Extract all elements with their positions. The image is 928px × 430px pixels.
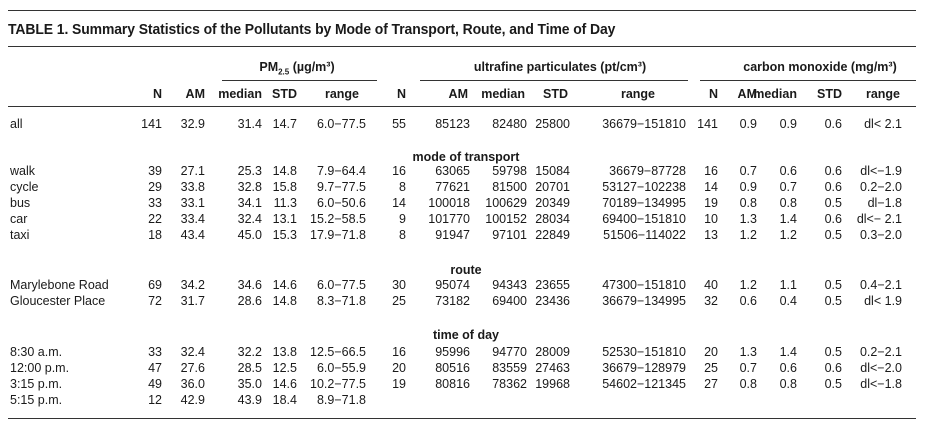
- table-cell: 0.5: [824, 196, 842, 210]
- table-cell: 0.6: [779, 164, 797, 178]
- table-cell: 34.6: [237, 278, 262, 292]
- table-cell: 33: [148, 345, 162, 359]
- table-cell: 94770: [492, 345, 527, 359]
- column-header: N: [152, 87, 162, 101]
- column-header: STD: [272, 87, 297, 101]
- table-cell: 16: [704, 164, 718, 178]
- table-cell: 18: [148, 228, 162, 242]
- table-cell: 141: [697, 117, 718, 131]
- table-cell: 31.7: [180, 294, 205, 308]
- table-cell: 0.8: [779, 196, 797, 210]
- table-cell: 52530−151810: [602, 345, 686, 359]
- table-cell: 0.7: [779, 180, 797, 194]
- table-cell: 1.1: [779, 278, 797, 292]
- row-label: Marylebone Road: [10, 278, 109, 292]
- table-row-cycle: [0, 180, 928, 195]
- table-cell: 72: [148, 294, 162, 308]
- table-cell: 83559: [492, 361, 527, 375]
- group-rule-pm25: [222, 80, 377, 81]
- table-cell: 27.1: [180, 164, 205, 178]
- column-header: range: [324, 87, 359, 101]
- table-row-t1515: [0, 377, 928, 392]
- table-cell: 47300−151810: [602, 278, 686, 292]
- table-cell: 27463: [535, 361, 570, 375]
- top-rule: [8, 10, 916, 11]
- table-cell: 70189−134995: [602, 196, 686, 210]
- table-cell: 29: [148, 180, 162, 194]
- table-cell: 28009: [535, 345, 570, 359]
- group-rule-co: [700, 80, 916, 81]
- table-cell: 69400: [492, 294, 527, 308]
- table-cell: 55: [392, 117, 406, 131]
- group-header-co: carbon monoxide (mg/m³): [743, 60, 897, 74]
- table-cell: 13: [704, 228, 718, 242]
- table-cell: 1.2: [739, 278, 757, 292]
- table-cell: 0.5: [824, 345, 842, 359]
- column-header: range: [620, 87, 655, 101]
- column-header: AM: [448, 87, 468, 101]
- table-cell: 0.4−2.1: [859, 278, 902, 292]
- table-cell: 0.6: [739, 294, 757, 308]
- table-cell: 33: [148, 196, 162, 210]
- table-cell: 13.8: [272, 345, 297, 359]
- row-label: 8:30 a.m.: [10, 345, 63, 359]
- table-cell: 32.4: [237, 212, 262, 226]
- bottom-rule: [8, 418, 916, 419]
- table-cell: 1.3: [739, 345, 757, 359]
- table-cell: 30: [392, 278, 406, 292]
- row-label: bus: [10, 196, 31, 210]
- table-cell: 59798: [492, 164, 527, 178]
- table-cell: 32.8: [237, 180, 262, 194]
- table-cell: 49: [148, 377, 162, 391]
- table-cell: 40: [704, 278, 718, 292]
- table-cell: 20701: [535, 180, 570, 194]
- table-cell: 77621: [435, 180, 470, 194]
- pm-name: PM: [259, 60, 279, 74]
- table-cell: 12.5: [272, 361, 297, 375]
- table-cell: 9.7−77.5: [316, 180, 366, 194]
- table-cell: 43.9: [237, 393, 262, 407]
- table-cell: 95996: [435, 345, 470, 359]
- table-cell: 14: [704, 180, 718, 194]
- table-cell: 80516: [435, 361, 470, 375]
- table-cell: 33.8: [180, 180, 205, 194]
- column-header: N: [708, 87, 718, 101]
- group-rule-ufp: [420, 80, 688, 81]
- table-cell: 0.8: [739, 196, 757, 210]
- table-cell: 16: [392, 164, 406, 178]
- table-cell: 85123: [435, 117, 470, 131]
- table-cell: 32.9: [180, 117, 205, 131]
- table-row-marylebone: [0, 278, 928, 293]
- table-cell: 14: [392, 196, 406, 210]
- table-row-car: [0, 212, 928, 227]
- row-label: 3:15 p.m.: [10, 377, 63, 391]
- table-cell: dl<−1.9: [860, 164, 902, 178]
- row-label: 5:15 p.m.: [10, 393, 63, 407]
- table-cell: 53127−102238: [602, 180, 686, 194]
- section-label: mode of transport: [412, 150, 520, 164]
- table-cell: 13.1: [272, 212, 297, 226]
- column-header: N: [396, 87, 406, 101]
- table-cell: 0.8: [779, 377, 797, 391]
- table-cell: 78362: [492, 377, 527, 391]
- row-label: car: [10, 212, 28, 226]
- table-title: TABLE 1. Summary Statistics of the Pollutants by Mode of Transport, Route, and Time of Day: [8, 21, 616, 38]
- table-cell: 32: [704, 294, 718, 308]
- table-cell: 0.6: [779, 361, 797, 375]
- table-cell: 0.6: [824, 164, 842, 178]
- table-cell: 23655: [535, 278, 570, 292]
- table-cell: 6.0−77.5: [316, 117, 366, 131]
- table-cell: 0.2−2.1: [859, 345, 902, 359]
- table-cell: 6.0−77.5: [316, 278, 366, 292]
- table-row-t0830: [0, 345, 928, 360]
- table-cell: 10.2−77.5: [310, 377, 366, 391]
- table-cell: 0.6: [824, 117, 842, 131]
- table-cell: 47: [148, 361, 162, 375]
- table-cell: 73182: [435, 294, 470, 308]
- table-row-t1200: [0, 361, 928, 376]
- column-header: STD: [543, 87, 568, 101]
- table-cell: 12: [148, 393, 162, 407]
- pm-subscript: 2.5: [278, 67, 290, 77]
- table-cell: 0.5: [824, 377, 842, 391]
- table-cell: 7.9−64.4: [316, 164, 366, 178]
- section-label: time of day: [433, 328, 499, 342]
- table-cell: 63065: [435, 164, 470, 178]
- table-cell: 141: [141, 117, 162, 131]
- pm-unit: (µg/m³): [289, 60, 335, 74]
- table-cell: 45.0: [237, 228, 262, 242]
- table-cell: dl<−2.0: [860, 361, 902, 375]
- table-cell: dl<− 2.1: [856, 212, 902, 226]
- table-cell: dl<−1.8: [860, 377, 902, 391]
- table-row-taxi: [0, 228, 928, 243]
- table-cell: 20: [392, 361, 406, 375]
- table-cell: 33.1: [180, 196, 205, 210]
- table-cell: 0.3−2.0: [859, 228, 902, 242]
- row-label: 12:00 p.m.: [10, 361, 70, 375]
- table-cell: 0.7: [739, 361, 757, 375]
- table-cell: 15084: [535, 164, 570, 178]
- table-cell: 8.9−71.8: [316, 393, 366, 407]
- table-cell: 15.3: [272, 228, 297, 242]
- table-row-t1715: [0, 393, 928, 408]
- table-cell: 0.4: [779, 294, 797, 308]
- table-cell: 27.6: [180, 361, 205, 375]
- table-cell: 94343: [492, 278, 527, 292]
- table-cell: 12.5−66.5: [310, 345, 366, 359]
- table-cell: 27: [704, 377, 718, 391]
- table-cell: 36679−151810: [602, 117, 686, 131]
- table-cell: 8.3−71.8: [316, 294, 366, 308]
- table-cell: 10: [704, 212, 718, 226]
- column-header: median: [753, 87, 797, 101]
- group-header-ufp: ultrafine particulates (pt/cm³): [473, 60, 647, 74]
- table-cell: 14.8: [272, 294, 297, 308]
- table-cell: 81500: [492, 180, 527, 194]
- table-cell: 36679−87728: [609, 164, 686, 178]
- table-cell: 95074: [435, 278, 470, 292]
- table-cell: 0.5: [824, 294, 842, 308]
- table-cell: 0.8: [739, 377, 757, 391]
- column-header: median: [481, 87, 525, 101]
- table-cell: 0.6: [824, 180, 842, 194]
- column-header: AM: [737, 87, 757, 101]
- table-cell: 19968: [535, 377, 570, 391]
- table-cell: 18.4: [272, 393, 297, 407]
- header-rule: [8, 106, 916, 107]
- table-cell: 28.6: [237, 294, 262, 308]
- table-cell: 14.6: [272, 377, 297, 391]
- table-row-walk: [0, 164, 928, 179]
- table-cell: 0.7: [739, 164, 757, 178]
- table-cell: 9: [399, 212, 406, 226]
- table-cell: 35.0: [237, 377, 262, 391]
- table-cell: 8: [399, 228, 406, 242]
- table-cell: 39: [148, 164, 162, 178]
- table-cell: dl−1.8: [867, 196, 902, 210]
- table-cell: 0.9: [739, 180, 757, 194]
- column-header: median: [218, 87, 262, 101]
- row-label: taxi: [10, 228, 30, 242]
- row-label: Gloucester Place: [10, 294, 106, 308]
- table-cell: 11.3: [273, 196, 297, 210]
- table-cell: 22: [148, 212, 162, 226]
- table-cell: 1.2: [739, 228, 757, 242]
- table-cell: 42.9: [180, 393, 205, 407]
- table-cell: 100629: [485, 196, 527, 210]
- table-cell: 20: [704, 345, 718, 359]
- table-cell: 69400−151810: [602, 212, 686, 226]
- table-cell: 34.1: [237, 196, 262, 210]
- table-row-bus: [0, 196, 928, 211]
- table-cell: 0.5: [824, 228, 842, 242]
- table-cell: 1.4: [779, 212, 797, 226]
- table-cell: 97101: [492, 228, 527, 242]
- table-cell: 0.9: [779, 117, 797, 131]
- row-label: cycle: [10, 180, 39, 194]
- table-cell: 6.0−55.9: [316, 361, 366, 375]
- table-cell: 23436: [535, 294, 570, 308]
- table-cell: 32.2: [237, 345, 262, 359]
- column-header: STD: [817, 87, 842, 101]
- table-cell: 100152: [485, 212, 527, 226]
- table-cell: 54602−121345: [602, 377, 686, 391]
- table-cell: 25.3: [237, 164, 262, 178]
- row-label: all: [10, 117, 23, 131]
- table-cell: 43.4: [180, 228, 205, 242]
- table-cell: 34.2: [180, 278, 205, 292]
- table-cell: 82480: [492, 117, 527, 131]
- table-cell: 8: [399, 180, 406, 194]
- table-cell: 19: [392, 377, 406, 391]
- table-cell: 1.3: [739, 212, 757, 226]
- table-cell: 33.4: [180, 212, 205, 226]
- table-cell: 20349: [535, 196, 570, 210]
- table-cell: 25: [704, 361, 718, 375]
- column-header: AM: [185, 87, 205, 101]
- table-cell: 1.2: [779, 228, 797, 242]
- table-cell: 25: [392, 294, 406, 308]
- table-cell: 6.0−50.6: [316, 196, 366, 210]
- table-cell: 17.9−71.8: [310, 228, 366, 242]
- table-cell: 0.2−2.0: [859, 180, 902, 194]
- table-cell: 15.2−58.5: [310, 212, 366, 226]
- table-cell: 22849: [535, 228, 570, 242]
- table-cell: dl< 2.1: [864, 117, 902, 131]
- table-cell: 19: [704, 196, 718, 210]
- table-cell: 0.9: [739, 117, 757, 131]
- table-cell: 15.8: [272, 180, 297, 194]
- table-cell: 14.7: [272, 117, 297, 131]
- table-cell: 36679−134995: [602, 294, 686, 308]
- table-cell: 36679−128979: [602, 361, 686, 375]
- table-cell: 0.5: [824, 278, 842, 292]
- table-cell: 36.0: [180, 377, 205, 391]
- table-cell: 80816: [435, 377, 470, 391]
- table-cell: 0.6: [824, 212, 842, 226]
- table-cell: 91947: [435, 228, 470, 242]
- table-cell: 25800: [535, 117, 570, 131]
- table-cell: 101770: [428, 212, 470, 226]
- table-row-gloucester: [0, 294, 928, 309]
- table-cell: 28.5: [237, 361, 262, 375]
- table-cell: 31.4: [237, 117, 262, 131]
- table-cell: 100018: [428, 196, 470, 210]
- table-cell: 28034: [535, 212, 570, 226]
- table-cell: 14.8: [272, 164, 297, 178]
- table-cell: 51506−114022: [603, 228, 686, 242]
- table-cell: 32.4: [180, 345, 205, 359]
- title-rule: [8, 46, 916, 47]
- row-label: walk: [10, 164, 36, 178]
- table-cell: 1.4: [779, 345, 797, 359]
- table-cell: 14.6: [272, 278, 297, 292]
- table-row-all: [0, 117, 928, 132]
- table-cell: 69: [148, 278, 162, 292]
- section-label: route: [450, 263, 482, 277]
- table-cell: dl< 1.9: [864, 294, 902, 308]
- table-cell: 0.6: [824, 361, 842, 375]
- table-cell: 16: [392, 345, 406, 359]
- column-header: range: [865, 87, 900, 101]
- group-header-pm25: [222, 60, 372, 77]
